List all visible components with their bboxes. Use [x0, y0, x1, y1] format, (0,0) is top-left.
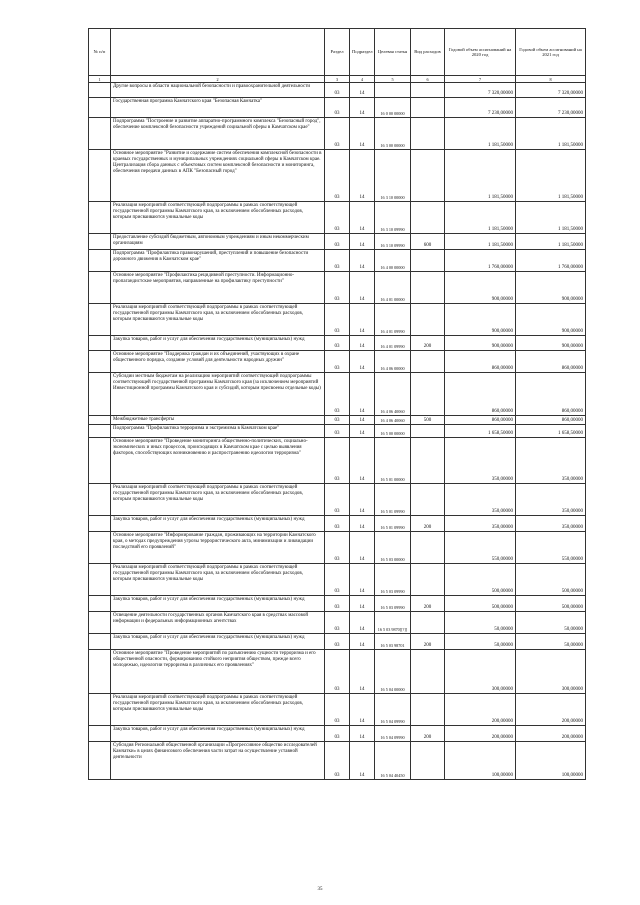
header-name [111, 29, 325, 76]
header-target: Целевая статья [375, 29, 411, 76]
cell-podrazdel: 14 [350, 202, 375, 234]
cell-target: 16 5 04 00000 [375, 650, 411, 694]
table-body [89, 83, 586, 780]
cell-target: 16 4 01 00000 [375, 272, 411, 304]
cell-vid [411, 118, 445, 150]
cell-razdel: 03 [325, 202, 350, 234]
cell-podrazdel: 14 [350, 532, 375, 564]
cell-2020: 900,00000 [445, 272, 516, 304]
cell-2021: 50,00000 [516, 612, 586, 634]
cell-name: Субсидии местным бюджетам на реализацию мероприятий соответствующей подпрограммы соответствующей государственной программы Камчатского края (за исключением мероприятий Инвестиционной программы Камчатского края и субсидий, которым присвоены отдельные коды) [111, 373, 325, 416]
cell-vid: 200 [411, 516, 445, 532]
cell-name: Подпрограмма "Построение и развитие аппаратно-программного комплекса "Безопасный город", обеспечение комплексной безопасности учреждений социальной сферы в Камчатском крае" [111, 118, 325, 150]
cell-target: 16 3 10 09990 [375, 234, 411, 250]
column-number: 8 [516, 76, 586, 83]
cell-num [89, 634, 111, 650]
table-row [89, 564, 586, 596]
cell-2020: 500,00000 [445, 596, 516, 612]
table-row [89, 202, 586, 234]
cell-2021: 1 181,50000 [516, 202, 586, 234]
header-razdel: Раздел [325, 29, 350, 76]
table-row [89, 612, 586, 634]
table-row [89, 150, 586, 202]
cell-razdel: 03 [325, 425, 350, 438]
cell-target: 16 5 03 09990 [375, 564, 411, 596]
cell-2020: 100,00000 [445, 742, 516, 780]
cell-razdel: 03 [325, 726, 350, 742]
cell-razdel: 03 [325, 516, 350, 532]
cell-razdel: 03 [325, 373, 350, 416]
cell-podrazdel: 14 [350, 742, 375, 780]
cell-target: 16 4 01 09990 [375, 304, 411, 336]
column-number: 6 [411, 76, 445, 83]
cell-podrazdel: 14 [350, 250, 375, 272]
cell-num [89, 250, 111, 272]
cell-vid [411, 150, 445, 202]
table-row [89, 272, 586, 304]
cell-podrazdel: 14 [350, 98, 375, 118]
cell-num [89, 304, 111, 336]
cell-name: Основное мероприятие "Проведение мониторинга общественно-политических, социально-экономических и иных процессов, происходящих в Камчатском крае с целью выявления факторов, способствующих возникновению и распространению идеологии терроризма" [111, 438, 325, 484]
cell-podrazdel: 14 [350, 234, 375, 250]
cell-target: 16 5 03 09990 [375, 596, 411, 612]
cell-2020: 350,00000 [445, 438, 516, 484]
cell-name: Основное мероприятие "Проведение мероприятий по разъяснению сущности терроризма и его общественной опасности, формированию стойкого неприятия обществом, прежде всего молодежью, идеологии терроризма в различных его проявлениях" [111, 650, 325, 694]
cell-2021: 1 181,50000 [516, 234, 586, 250]
cell-2020: 7 320,00000 [445, 83, 516, 98]
cell-podrazdel: 14 [350, 564, 375, 596]
cell-vid [411, 694, 445, 726]
header-podrazdel: Подраздел [350, 29, 375, 76]
cell-target: 16 5 04 40450 [375, 742, 411, 780]
cell-num [89, 612, 111, 634]
page-number: 35 [317, 887, 323, 892]
cell-podrazdel: 14 [350, 150, 375, 202]
cell-razdel: 03 [325, 83, 350, 98]
cell-num [89, 150, 111, 202]
cell-2020: 200,00000 [445, 694, 516, 726]
cell-podrazdel: 14 [350, 726, 375, 742]
cell-name: Основное мероприятие "Профилактика рецидивной преступности. Информационно-пропагандистские мероприятия, направленные на профилактику преступности" [111, 272, 325, 304]
cell-podrazdel: 14 [350, 272, 375, 304]
cell-target: 16 4 00 00000 [375, 250, 411, 272]
cell-podrazdel: 14 [350, 612, 375, 634]
cell-vid [411, 250, 445, 272]
cell-podrazdel: 14 [350, 634, 375, 650]
cell-num [89, 742, 111, 780]
cell-name: Реализация мероприятий соответствующей подпрограммы в рамках соответствующей государственной программы Камчатского края, за исключением обособленных расходов, которым присваиваются уникальные коды [111, 202, 325, 234]
cell-num [89, 438, 111, 484]
cell-num [89, 272, 111, 304]
cell-2020: 1 181,50000 [445, 118, 516, 150]
cell-2021: 900,00000 [516, 304, 586, 336]
cell-num [89, 202, 111, 234]
cell-name: Подпрограмма "Профилактика правонарушений, преступлений и повышение безопасности дорожного движения в Камчатском крае" [111, 250, 325, 272]
cell-vid: 200 [411, 596, 445, 612]
cell-target: 16 4 06 00000 [375, 351, 411, 373]
cell-podrazdel: 14 [350, 336, 375, 351]
cell-target: 16 3 10 00000 [375, 150, 411, 202]
cell-razdel: 03 [325, 596, 350, 612]
cell-2021: 200,00000 [516, 726, 586, 742]
table-row [89, 118, 586, 150]
cell-2020: 50,00000 [445, 612, 516, 634]
cell-name: Реализация мероприятий соответствующей подпрограммы в рамках соответствующей государственной программы Камчатского края, за исключением обособленных расходов, которым присваиваются уникальные коды [111, 694, 325, 726]
cell-2021: 900,00000 [516, 272, 586, 304]
cell-name: Государственная программа Камчатского края "Безопасная Камчатка" [111, 98, 325, 118]
cell-podrazdel: 14 [350, 425, 375, 438]
cell-target: 16 4 06 40060 [375, 373, 411, 416]
cell-2021: 500,00000 [516, 596, 586, 612]
budget-table [88, 28, 586, 780]
cell-podrazdel: 14 [350, 118, 375, 150]
cell-2021: 500,00000 [516, 564, 586, 596]
table-row [89, 98, 586, 118]
cell-name: Закупка товаров, работ и услуг для обеспечения государственных (муниципальных) нужд [111, 726, 325, 742]
cell-2021: 350,00000 [516, 516, 586, 532]
cell-podrazdel: 14 [350, 694, 375, 726]
cell-vid [411, 532, 445, 564]
column-number: 2 [111, 76, 325, 83]
column-number: 4 [350, 76, 375, 83]
cell-num [89, 650, 111, 694]
cell-2021: 1 181,50000 [516, 118, 586, 150]
cell-name: Освещение деятельности государственных органов Камчатского края в средствах массовой информации и федеральных информационных агентствах [111, 612, 325, 634]
cell-num [89, 336, 111, 351]
cell-2021: 900,00000 [516, 336, 586, 351]
cell-num [89, 596, 111, 612]
header-2020: Годовой объем ассигнований на 2020 год [445, 29, 516, 76]
cell-razdel: 03 [325, 532, 350, 564]
cell-podrazdel: 14 [350, 484, 375, 516]
cell-2020: 350,00000 [445, 484, 516, 516]
column-numbers-row [89, 76, 586, 83]
cell-2021: 860,00000 [516, 373, 586, 416]
cell-razdel: 03 [325, 564, 350, 596]
table-row [89, 634, 586, 650]
cell-target: 16 3 00 00000 [375, 118, 411, 150]
table-row [89, 484, 586, 516]
cell-vid [411, 202, 445, 234]
cell-name: Основное мероприятие "Поддержка граждан и их объединений, участвующих в охране общественного порядка, создание условий для деятельности народных дружин" [111, 351, 325, 373]
cell-vid [411, 373, 445, 416]
cell-razdel: 03 [325, 612, 350, 634]
cell-target: 16 0 00 00000 [375, 98, 411, 118]
table-row [89, 694, 586, 726]
cell-podrazdel: 14 [350, 416, 375, 425]
cell-2020: 1 181,50000 [445, 202, 516, 234]
cell-2020: 350,00000 [445, 516, 516, 532]
cell-vid [411, 425, 445, 438]
table-row [89, 234, 586, 250]
cell-name: Закупка товаров, работ и услуг для обеспечения государственных (муниципальных) нужд [111, 596, 325, 612]
cell-razdel: 03 [325, 250, 350, 272]
budget-sheet [88, 28, 585, 780]
cell-name: Основное мероприятие "Развитие и содержание систем обеспечения комплексной безопасности в краевых государственных и муниципальных учреждениях социальной сферы в Камчатском крае. Централизация сбора данных с объектовых систем комплексной безопасности и мониторинга, обеспечения передачи данных в АПК "Безопасный город" [111, 150, 325, 202]
table-row [89, 336, 586, 351]
cell-razdel: 03 [325, 336, 350, 351]
cell-podrazdel: 14 [350, 596, 375, 612]
cell-2020: 300,00000 [445, 650, 516, 694]
cell-vid [411, 351, 445, 373]
cell-2021: 1 181,50000 [516, 150, 586, 202]
cell-podrazdel: 14 [350, 373, 375, 416]
table-row [89, 726, 586, 742]
table-row [89, 83, 586, 98]
cell-name: Закупка товаров, работ и услуг для обеспечения государственных (муниципальных) нужд [111, 516, 325, 532]
cell-podrazdel: 14 [350, 304, 375, 336]
cell-razdel: 03 [325, 742, 350, 780]
cell-vid [411, 83, 445, 98]
cell-num [89, 234, 111, 250]
cell-2020: 1 181,50000 [445, 150, 516, 202]
cell-2021: 200,00000 [516, 694, 586, 726]
cell-razdel: 03 [325, 272, 350, 304]
cell-vid [411, 304, 445, 336]
cell-num [89, 516, 111, 532]
cell-razdel: 03 [325, 694, 350, 726]
cell-razdel: 03 [325, 304, 350, 336]
header-vid: Вид расходов [411, 29, 445, 76]
column-number: 7 [445, 76, 516, 83]
cell-name: Предоставление субсидий бюджетным, автономным учреждениям и иным некоммерческим организациям [111, 234, 325, 250]
cell-podrazdel: 14 [350, 351, 375, 373]
cell-2020: 200,00000 [445, 726, 516, 742]
cell-target: 16 5 01 09990 [375, 484, 411, 516]
cell-vid [411, 98, 445, 118]
cell-target [375, 83, 411, 98]
cell-podrazdel: 14 [350, 650, 375, 694]
cell-vid: 200 [411, 726, 445, 742]
cell-name: Основное мероприятие "Информирование граждан, проживающих на территории Камчатского края, о методах предупреждения угрозы террористического акта, минимизации и ликвидации последствий его проявлений" [111, 532, 325, 564]
table-row [89, 304, 586, 336]
cell-vid [411, 564, 445, 596]
cell-2020: 900,00000 [445, 304, 516, 336]
cell-name: Закупка товаров, работ и услуг для обеспечения государственных (муниципальных) нужд [111, 336, 325, 351]
cell-num [89, 98, 111, 118]
cell-target: 16 4 01 09990 [375, 336, 411, 351]
cell-2020: 500,00000 [445, 564, 516, 596]
cell-target: 16 5 04 09990 [375, 694, 411, 726]
cell-target: 16 5 01 09990 [375, 516, 411, 532]
cell-razdel: 03 [325, 118, 350, 150]
cell-razdel: 03 [325, 438, 350, 484]
cell-name: Межбюджетные трансферты [111, 416, 325, 425]
cell-name: Реализация мероприятий соответствующей подпрограммы в рамках соответствующей государственной программы Камчатского края, за исключением обособленных расходов, которым присваиваются уникальные коды [111, 304, 325, 336]
table-row [89, 351, 586, 373]
cell-2021: 1 760,00000 [516, 250, 586, 272]
cell-2020: 900,00000 [445, 336, 516, 351]
cell-num [89, 484, 111, 516]
cell-2021: 860,00000 [516, 416, 586, 425]
cell-target: 16 4 06 40060 [375, 416, 411, 425]
header-row [89, 29, 586, 76]
cell-name: Реализация мероприятий соответствующей подпрограммы в рамках соответствующей государственной программы Камчатского края, за исключением обособленных расходов, которым присваиваются уникальные коды [111, 484, 325, 516]
cell-name: Субсидия Региональной общественной организации «Прогрессивное общество исследователей Камчатки» в целях финансового обеспечения части затрат на осуществление уставной деятельности [111, 742, 325, 780]
cell-2021: 7 320,00000 [516, 83, 586, 98]
table-row [89, 742, 586, 780]
cell-target: 16 5 03 9870[[?]] [375, 612, 411, 634]
cell-2020: 7 230,00000 [445, 98, 516, 118]
cell-num [89, 373, 111, 416]
cell-vid: 600 [411, 234, 445, 250]
cell-razdel: 03 [325, 351, 350, 373]
cell-num [89, 416, 111, 425]
cell-num [89, 564, 111, 596]
cell-2021: 550,00000 [516, 532, 586, 564]
header-2021: Годовой объем ассигнований на 2021 год [516, 29, 586, 76]
cell-name: Закупка товаров, работ и услуг для обеспечения государственных (муниципальных) нужд [111, 634, 325, 650]
cell-num [89, 532, 111, 564]
cell-podrazdel: 14 [350, 438, 375, 484]
cell-razdel: 03 [325, 150, 350, 202]
cell-vid [411, 438, 445, 484]
cell-2020: 550,00000 [445, 532, 516, 564]
cell-2021: 7 230,00000 [516, 98, 586, 118]
table-row [89, 596, 586, 612]
cell-num [89, 118, 111, 150]
cell-vid [411, 612, 445, 634]
cell-name: Другие вопросы в области национальной безопасности и правоохранительной деятельности [111, 83, 325, 98]
table-row [89, 373, 586, 416]
cell-target: 16 5 01 00000 [375, 438, 411, 484]
cell-vid: 200 [411, 634, 445, 650]
column-number: 1 [89, 76, 111, 83]
cell-razdel: 03 [325, 634, 350, 650]
cell-2020: 860,00000 [445, 373, 516, 416]
cell-2020: 1 658,50000 [445, 425, 516, 438]
cell-2020: 860,00000 [445, 416, 516, 425]
cell-2021: 860,00000 [516, 351, 586, 373]
table-row [89, 416, 586, 425]
cell-2020: 860,00000 [445, 351, 516, 373]
cell-2020: 1 181,50000 [445, 234, 516, 250]
cell-2021: 100,00000 [516, 742, 586, 780]
cell-razdel: 03 [325, 484, 350, 516]
cell-target: 16 5 03 00000 [375, 532, 411, 564]
cell-vid [411, 650, 445, 694]
cell-2021: 350,00000 [516, 484, 586, 516]
table-row [89, 425, 586, 438]
cell-razdel: 03 [325, 650, 350, 694]
cell-target: 16 5 00 00000 [375, 425, 411, 438]
cell-razdel: 03 [325, 416, 350, 425]
cell-num [89, 694, 111, 726]
cell-vid [411, 484, 445, 516]
cell-2021: 50,00000 [516, 634, 586, 650]
table-row [89, 516, 586, 532]
column-number: 3 [325, 76, 350, 83]
cell-num [89, 351, 111, 373]
cell-vid: 500 [411, 416, 445, 425]
cell-razdel: 03 [325, 234, 350, 250]
column-number: 5 [375, 76, 411, 83]
cell-2021: 1 658,50000 [516, 425, 586, 438]
cell-name: Подпрограмма "Профилактика терроризма и экстремизма в Камчатском крае" [111, 425, 325, 438]
cell-2020: 1 760,00000 [445, 250, 516, 272]
cell-name: Реализация мероприятий соответствующей подпрограммы в рамках соответствующей государственной программы Камчатского края, за исключением обособленных расходов, которым присваиваются уникальные коды [111, 564, 325, 596]
cell-vid [411, 272, 445, 304]
cell-num [89, 83, 111, 98]
cell-vid: 200 [411, 336, 445, 351]
table-row [89, 250, 586, 272]
cell-target: 16 3 10 09990 [375, 202, 411, 234]
cell-2021: 300,00000 [516, 650, 586, 694]
header-num: № п/п [89, 29, 111, 76]
table-row [89, 438, 586, 484]
cell-2021: 350,00000 [516, 438, 586, 484]
cell-podrazdel: 14 [350, 83, 375, 98]
cell-2020: 50,00000 [445, 634, 516, 650]
cell-podrazdel: 14 [350, 516, 375, 532]
table-row [89, 650, 586, 694]
cell-num [89, 726, 111, 742]
cell-target: 16 5 03 98701 [375, 634, 411, 650]
cell-vid [411, 742, 445, 780]
cell-num [89, 425, 111, 438]
cell-target: 16 5 04 09990 [375, 726, 411, 742]
cell-razdel: 03 [325, 98, 350, 118]
table-row [89, 532, 586, 564]
